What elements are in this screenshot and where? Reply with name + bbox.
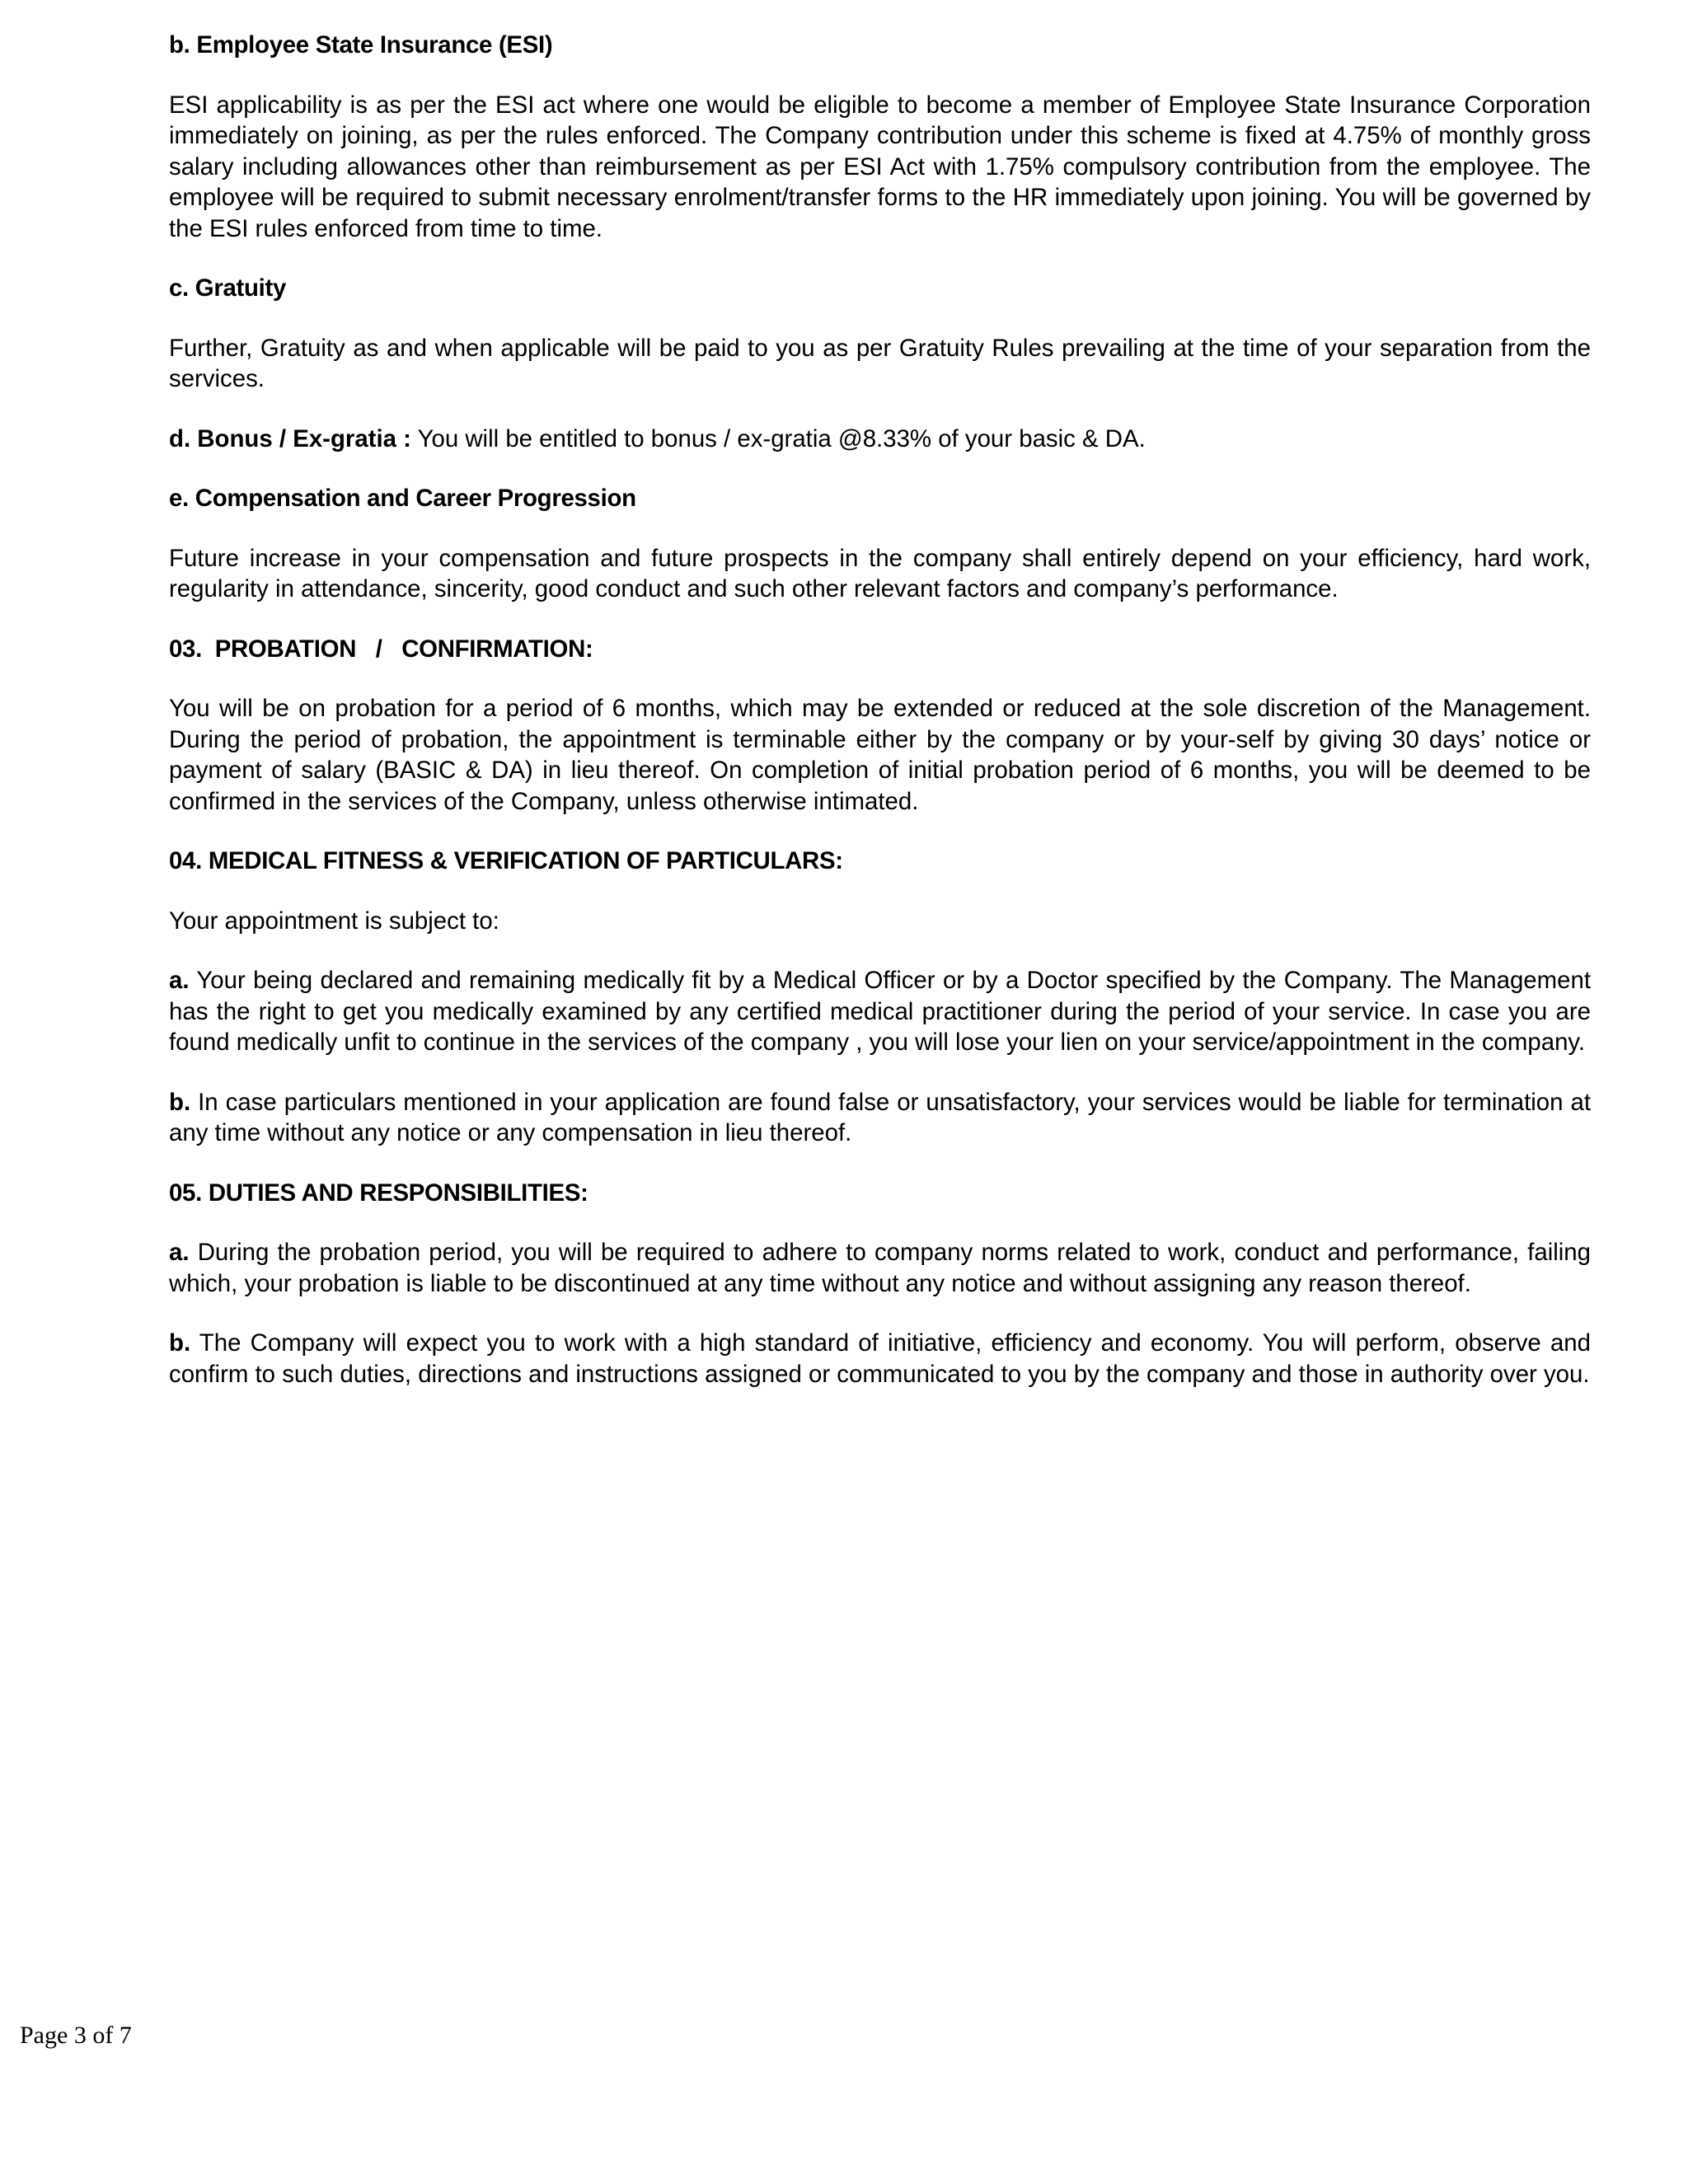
duties-item-a-text: During the probation period, you will be required to adhere to company norms related to work, conduct and performance, failing which, your probation is liable to be discontinued at any time without any notice and without assigning any reason thereof. [169, 1239, 1591, 1297]
duties-item-b-label: b. [169, 1329, 191, 1357]
list-item-medical-b [169, 1087, 1591, 1149]
section-heading-compensation: e. Compensation and Career Progression [169, 485, 636, 512]
paragraph-medical-intro: Your appointment is subject to: [169, 907, 499, 935]
document-body [169, 30, 1591, 1418]
medical-item-a-text: Your being declared and remaining medically fit by a Medical Officer or by a Doctor specified by the Company. The Management has the right to get you medically examined by any certified medical practitioner during the period of your service. In case you are found medically unfit to continue in the services of the company , you will lose your lien on your service/appointment in the company. [169, 967, 1591, 1056]
section-heading-medical: 04. MEDICAL FITNESS & VERIFICATION OF PARTICULARS: [169, 847, 843, 874]
section-heading-probation: 03. PROBATION / CONFIRMATION: [169, 635, 593, 663]
list-item-duties-a [169, 1237, 1591, 1299]
section-heading-esi: b. Employee State Insurance (ESI) [169, 31, 553, 59]
paragraph-compensation: Future increase in your compensation and future prospects in the company shall entirely depend on your efficiency, hard work, regularity in attendance, sincerity, good conduct and such other relevant factors and company’s performance. [169, 544, 1591, 602]
bonus-label: d. Bonus / Ex-gratia : [169, 424, 411, 452]
duties-item-b-text: The Company will expect you to work with a high standard of initiative, efficiency and economy. You will perform, observe and confirm to such duties, directions and instructions assigned or communicated to you by the company and those in authority over you. [169, 1329, 1591, 1388]
list-item-medical-a [169, 965, 1591, 1058]
section-heading-duties: 05. DUTIES AND RESPONSIBILITIES: [169, 1179, 588, 1207]
paragraph-esi: ESI applicability is as per the ESI act where one would be eligible to become a member of Employee State Insurance Corporation immediately on joining, as per the rules enforced. The Company contribution under this scheme is fixed at 4.75% of monthly gross salary including allowances other than reimbursement as per ESI Act with 1.75% compulsory contribution from the employee. The employee will be required to submit necessary enrolment/transfer forms to the HR immediately upon joining. You will be governed by the ESI rules enforced from time to time. [169, 91, 1591, 242]
duties-item-a-label: a. [169, 1239, 190, 1266]
list-item-duties-b [169, 1328, 1591, 1390]
paragraph-bonus [169, 424, 1591, 455]
medical-item-a-label: a. [169, 967, 190, 994]
medical-item-b-text: In case particulars mentioned in your application are found false or unsatisfactory, your services would be liable for termination at any time without any notice or any compensation in lieu thereof. [169, 1088, 1591, 1146]
page-number: Page 3 of 7 [20, 2022, 132, 2049]
paragraph-probation: You will be on probation for a period of 6 months, which may be extended or reduced at the sole discretion of the Management. During the period of probation, the appointment is terminable either by the company or by your-self by giving 30 days’ notice or payment of salary (BASIC & DA) in lieu thereof. On completion of initial probation period of 6 months, you will be deemed to be confirmed in the services of the Company, unless otherwise intimated. [169, 695, 1591, 815]
section-heading-gratuity: c. Gratuity [169, 274, 287, 302]
paragraph-gratuity: Further, Gratuity as and when applicable will be paid to you as per Gratuity Rules prevailing at the time of your separation from the services. [169, 334, 1591, 392]
bonus-text: You will be entitled to bonus / ex-gratia @8.33% of your basic & DA. [410, 424, 1146, 452]
medical-item-b-label: b. [169, 1088, 191, 1116]
